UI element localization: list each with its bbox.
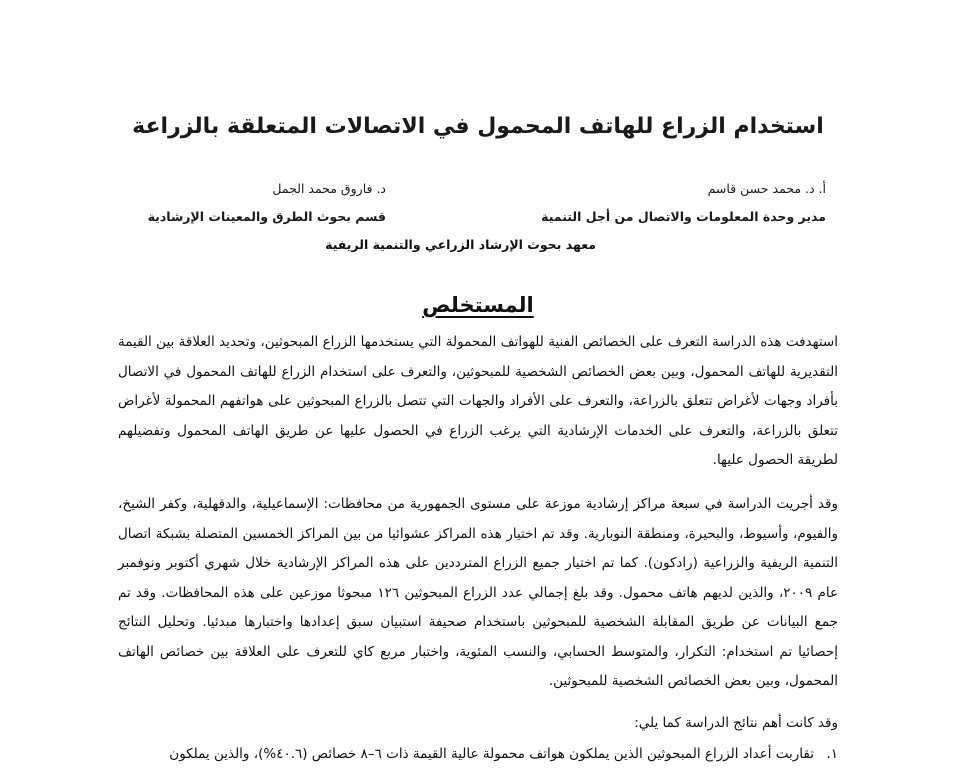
abstract-heading: المستخلص [422, 293, 534, 317]
author-2-name: د. فاروق محمد الجمل [272, 181, 386, 196]
list-item-number: ١. [826, 746, 838, 762]
institute-name: معهد بحوث الإرشاد الزراعي والتنمية الريفية [325, 237, 596, 252]
list-item-text: تقاربت أعداد الزراع المبحوثين الذين يملكون هواتف محمولة عالية القيمة ذات ٦–٨ خصائص (٤٠.٦%)، والذين يملكون [169, 746, 814, 762]
paper-title: استخدام الزراع للهاتف المحمول في الاتصالات المتعلقة بالزراعة [132, 114, 824, 139]
author-1-name: أ. د. محمد حسن قاسم [707, 181, 826, 196]
results-list [118, 740, 838, 770]
abstract-paragraph-3: وقد كانت أهم نتائج الدراسة كما يلي: [634, 715, 838, 731]
author-1-affiliation: مدير وحدة المعلومات والاتصال من أجل التنمية [541, 209, 826, 224]
author-2-affiliation: قسم بحوث الطرق والمعينات الإرشادية [147, 209, 386, 224]
list-item [118, 740, 838, 770]
abstract-paragraph-1: استهدفت هذه الدراسة التعرف على الخصائص الفنية للهواتف المحمولة التي يستخدمها الزراع المبحوثين، وتحديد العلاقة بين القيمة التقديرية للهاتف المحمول، وبين بعض الخصائص الشخصية للمبحوثين، والتعرف على استخدام الزراع للهاتف المحمول في الاتصال بأفراد وجهات لأغراض تتعلق بالزراعة، والتعرف على الأفراد والجهات التي تتصل بالزراع المبحوثين على هواتفهم المحمولة لأغراض تتعلق بالزراعة، والتعرف على الخدمات الإرشادية التي يرغب الزراع في الحصول عليها عن طريق الهاتف المحمول وتفضيلهم لطريقة الحصول عليها. [118, 334, 838, 468]
abstract-paragraph-2: وقد أجريت الدراسة في سبعة مراكز إرشادية موزعة على مستوى الجمهورية من محافظات: الإسماعيلية، والدقهلية، وكفر الشيخ، والفيوم، وأسيوط، والبحيرة، ومنطقة النوبارية. وقد تم اختيار هذه المراكز عشوائيا من بين المراكز الخمسين المتصلة بشبكة اتصال التنمية الريفية والزراعية (رادكون). كما تم اختيار جميع الزراع المترددين على هذه المراكز الإرشادية خلال شهري أكتوبر ونوفمبر عام ٢٠٠٩، والذين لديهم هاتف محمول. وقد بلغ إجمالي عدد الزراع المبحوثين ١٢٦ مبحوثا موزعين على هذه المحافظات. وقد تم جمع البيانات عن طريق المقابلة الشخصية للمبحوثين باستخدام صحيفة استبيان سبق إعدادها واختبارها مبدئيا. وتحليل النتائج إحصائيا تم استخدام: التكرار، والمتوسط الحسابي، والنسب المئوية، واختبار مربع كاي للتعرف على العلاقة بين خصائص الهاتف المحمول، وبين بعض الخصائص الشخصية للمبحوثين. [118, 496, 839, 689]
